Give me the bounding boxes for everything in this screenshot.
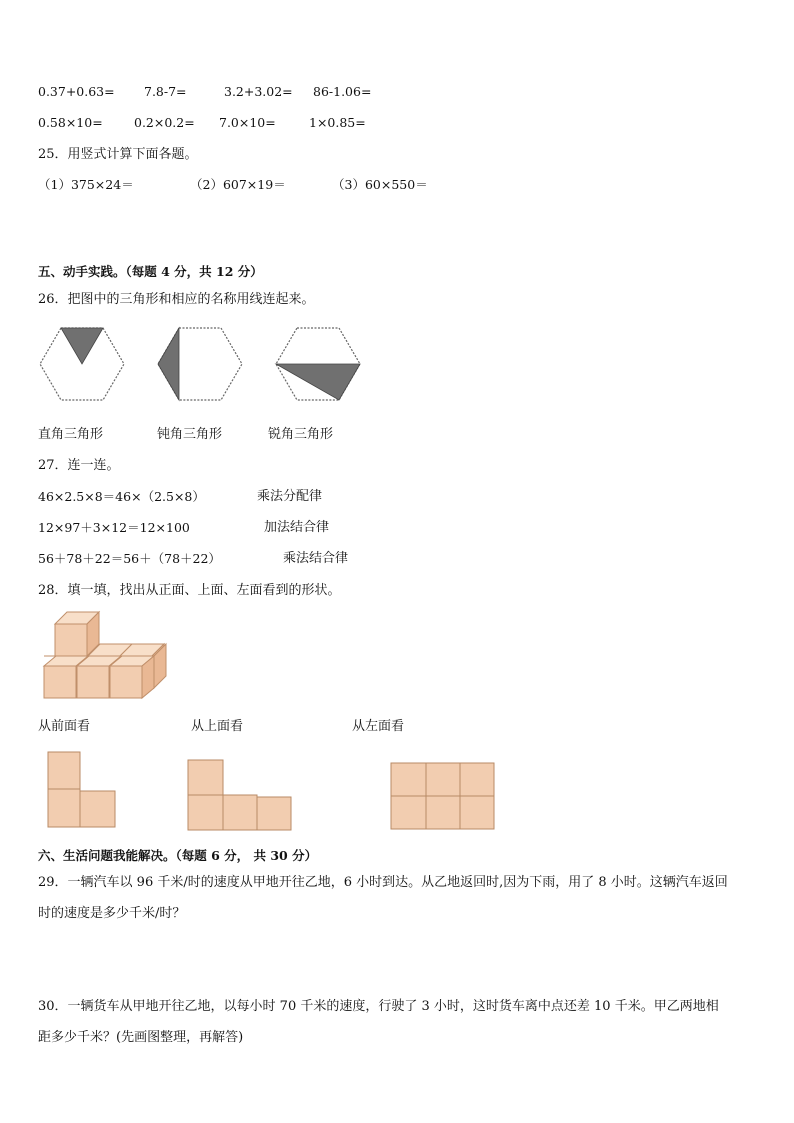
oral-calc-2: 7.8-7= bbox=[144, 84, 187, 99]
q26-title: 26．把图中的三角形和相应的名称用线连起来。 bbox=[38, 292, 315, 307]
triangle-label-obtuse: 钝角三角形 bbox=[157, 427, 223, 442]
q27-left-1: 46×2.5×8＝46×（2.5×8） bbox=[38, 489, 205, 504]
q29-line2: 时的速度是多少千米/时？ bbox=[38, 906, 186, 921]
q27-title: 27．连一连。 bbox=[38, 458, 120, 473]
oral-calc-6: 0.2×0.2= bbox=[134, 115, 195, 130]
section5-heading: 五、动手实践。（每题 4 分，共 12 分） bbox=[38, 264, 263, 279]
top-view-shape bbox=[187, 759, 293, 831]
view-top-label: 从上面看 bbox=[191, 719, 244, 734]
q27-right-1: 乘法分配律 bbox=[257, 489, 323, 504]
view-left-label: 从左面看 bbox=[352, 719, 405, 734]
triangle-label-acute: 锐角三角形 bbox=[268, 427, 334, 442]
q25-item-2: （2）607×19＝ bbox=[190, 177, 286, 192]
oral-calc-4: 86-1.06= bbox=[313, 84, 372, 99]
view-front-label: 从前面看 bbox=[38, 719, 91, 734]
q28-title: 28．填一填，找出从正面、上面、左面看到的形状。 bbox=[38, 583, 341, 598]
q27-right-3: 乘法结合律 bbox=[283, 551, 349, 566]
cube-stack-figure bbox=[44, 612, 174, 702]
hexagon-figure-2 bbox=[157, 327, 243, 403]
q30-line2: 距多少千米？(先画图整理，再解答) bbox=[38, 1030, 244, 1045]
q27-left-2: 12×97＋3×12＝12×100 bbox=[38, 520, 190, 535]
oral-calc-1: 0.37+0.63= bbox=[38, 84, 115, 99]
q25-item-1: （1）375×24＝ bbox=[38, 177, 134, 192]
section6-heading: 六、生活问题我能解决。（每题 6 分， 共 30 分） bbox=[38, 848, 318, 863]
left-view-shape bbox=[390, 762, 496, 830]
hexagon-figure-1 bbox=[39, 327, 125, 403]
q29-line1: 29．一辆汽车以 96 千米/时的速度从甲地开往乙地，6 小时到达。从乙地返回时,因为下雨，用了 8 小时。这辆汽车返回 bbox=[38, 875, 728, 890]
oral-calc-7: 7.0×10= bbox=[219, 115, 276, 130]
q25-item-3: （3）60×550＝ bbox=[332, 177, 428, 192]
triangle-label-right: 直角三角形 bbox=[38, 427, 104, 442]
q27-left-3: 56＋78＋22＝56＋（78＋22） bbox=[38, 551, 221, 566]
front-view-shape bbox=[47, 751, 117, 829]
q30-line1: 30．一辆货车从甲地开往乙地，以每小时 70 千米的速度，行驶了 3 小时，这时货车离中点还差 10 千米。甲乙两地相 bbox=[38, 999, 719, 1014]
q25-title: 25．用竖式计算下面各题。 bbox=[38, 147, 198, 162]
q27-right-2: 加法结合律 bbox=[264, 520, 330, 535]
hexagon-figure-3 bbox=[275, 327, 361, 403]
oral-calc-5: 0.58×10= bbox=[38, 115, 103, 130]
oral-calc-8: 1×0.85= bbox=[309, 115, 366, 130]
oral-calc-3: 3.2+3.02= bbox=[224, 84, 293, 99]
